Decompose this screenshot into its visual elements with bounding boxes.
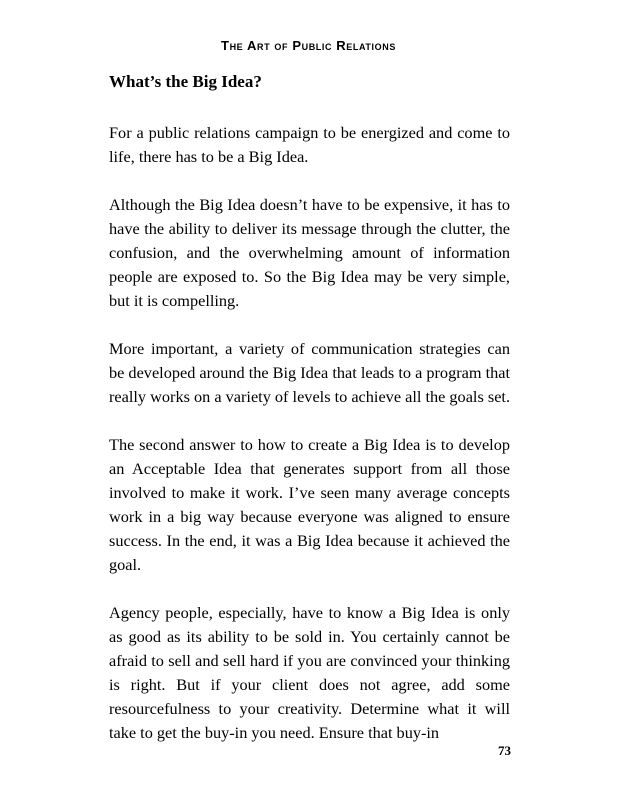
section-heading: What’s the Big Idea? — [109, 72, 262, 91]
paragraph-3: More important, a variety of communication strategies can be developed around the Big Idea that leads to a program that really works on a variety of levels to achieve all the goals set. — [109, 339, 511, 406]
paragraph-4: The second answer to how to create a Big Idea is to develop an Acceptable Idea that generates support from all those involved to make it work. I’ve seen many average concepts work in a big way because everyone was aligned to ensure success. In the end, it was a Big Idea because it achieved the goal. — [109, 435, 510, 574]
paragraph-5: Agency people, especially, have to know a Big Idea is only as good as its ability to be sold in. You certainly cannot be afraid to sell and sell hard if you are convinced your thinking is right. But if your client does not agree, add some resourcefulness to your creativity. Determine what it will take to get the buy-in you need. Ensure that buy-in — [109, 603, 510, 742]
paragraph-1: For a public relations campaign to be energized and come to life, there has to be a Big Idea. — [109, 123, 510, 166]
running-header: The Art of Public Relations — [221, 38, 396, 53]
page-body — [109, 70, 510, 769]
paragraph-2: Although the Big Idea doesn’t have to be expensive, it has to have the ability to deliver its message through the clutter, the confusion, and the overwhelming amount of information people are exposed to. So the Big Idea may be very simple, but it is compelling. — [109, 195, 510, 310]
page-number: 73 — [498, 743, 511, 758]
